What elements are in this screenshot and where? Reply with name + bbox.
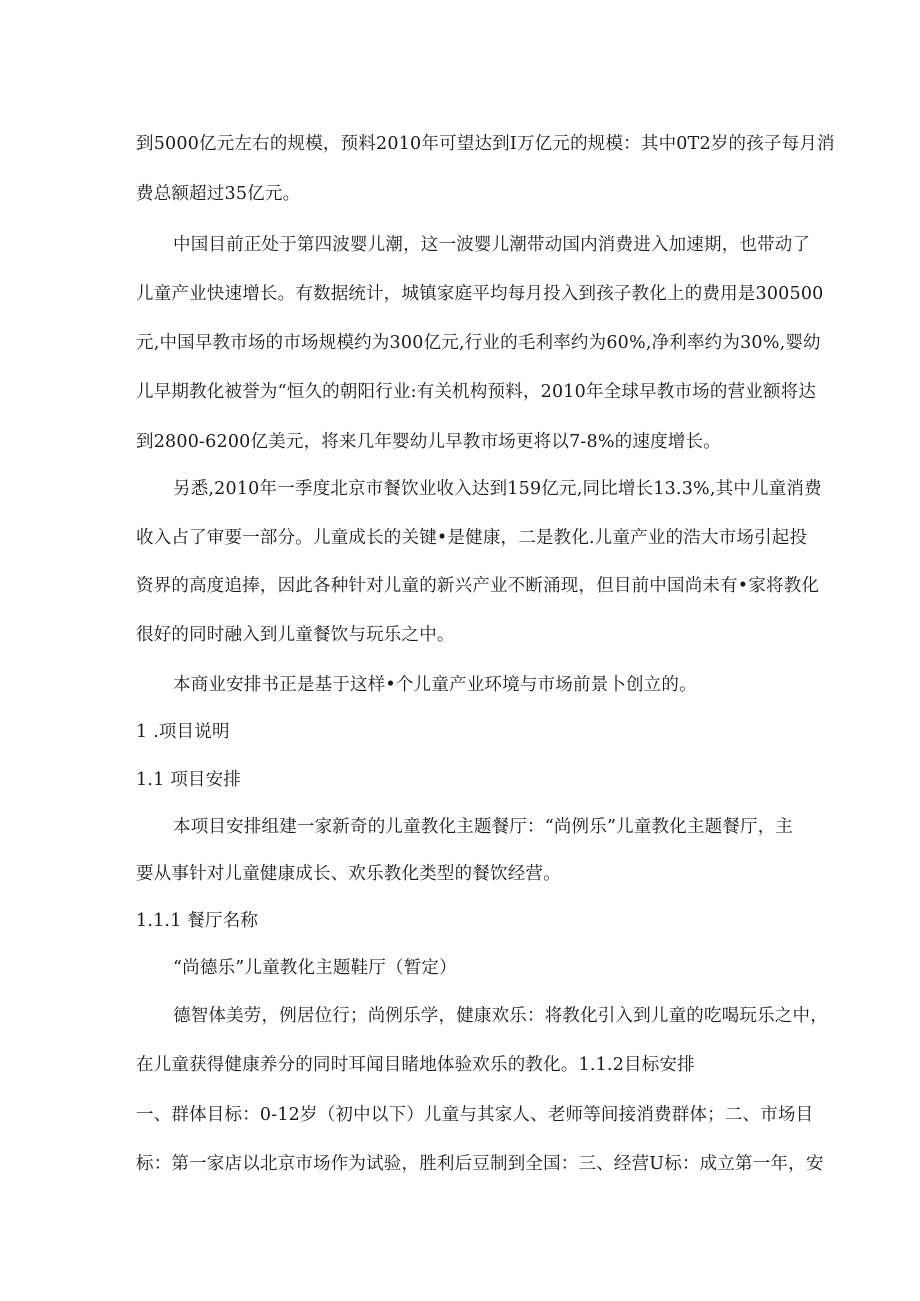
text-line: 到2800-6200亿美元，将来几年婴幼儿早教市场更将以7-8%的速度增长。: [136, 432, 721, 452]
text-line: 另悉,2010年一季度北京市餐饮业收入达到159亿元,同比增长13.3%,其中儿童消费: [173, 479, 822, 499]
text-line: 儿童产业快速增长。有数据统计，城镇家庭平均每月投入到孩子教化上的费用是300500: [136, 284, 824, 304]
text-line: 在儿童获得健康养分的同时耳闻目睹地体验欢乐的教化。1.1.2目标安排: [136, 1055, 695, 1075]
section-heading: 1.1 项目安排: [136, 770, 241, 790]
text-line: “尚德乐”儿童教化主题鞋厅（暂定）: [173, 958, 457, 978]
text-line: 元,中国早教市场的市场规模约为300亿元,行业的毛利率约为60%,净利率约为30%,婴幼: [136, 333, 821, 353]
text-line: 标：第一家店以北京市场作为试验，胜利后豆制到全国：三、经营U标：成立第一年，安: [136, 1154, 824, 1174]
text-line: 收入占了审要一部分。儿童成长的关键•是健康，二是教化.儿童产业的浩大市场引起投: [136, 528, 808, 548]
text-line: 很好的同时融入到儿童餐饮与玩乐之中。: [136, 625, 455, 645]
section-heading: 1.1.1 餐厅名称: [136, 911, 259, 931]
text-line: 到5000亿元左右的规模，预料2010年可望达到I万亿元的规模：其中0T2岁的孩子每月消: [136, 134, 835, 154]
text-line: 资界的高度追捧，因此各种针对儿童的新兴产业不断涌现，但目前中国尚未有•家将教化: [136, 576, 820, 596]
text-line: 要从事针对儿童健康成长、欢乐教化类型的餐饮经营。: [136, 864, 561, 884]
text-line: 德智体美劳，例居位行；尚例乐学，健康欢乐：将教化引入到儿童的吃喝玩乐之中，: [173, 1006, 828, 1026]
text-line: 本商业安排书正是基于这样•个儿童产业环境与市场前景卜创立的。: [173, 675, 697, 695]
text-line: 费总额超过35亿元。: [136, 184, 301, 204]
section-heading: 1 .项目说明: [136, 722, 230, 742]
text-line: 本项目安排组建一家新奇的儿童教化主题餐厅：“尚例乐”儿童教化主题餐厅，主: [173, 817, 794, 837]
text-line: 中国目前正处于第四波婴儿潮，这一波婴儿潮带动国内消费进入加速期，也带动了: [173, 235, 811, 255]
text-line: 一、群体目标：0-12岁（初中以下）儿童与其家人、老师等间接消费群体；二、市场目: [136, 1105, 814, 1125]
text-line: 儿早期教化被誉为“恒久的朝阳行业:有关机构预料，2010年全球早教市场的营业额将达: [136, 382, 817, 402]
